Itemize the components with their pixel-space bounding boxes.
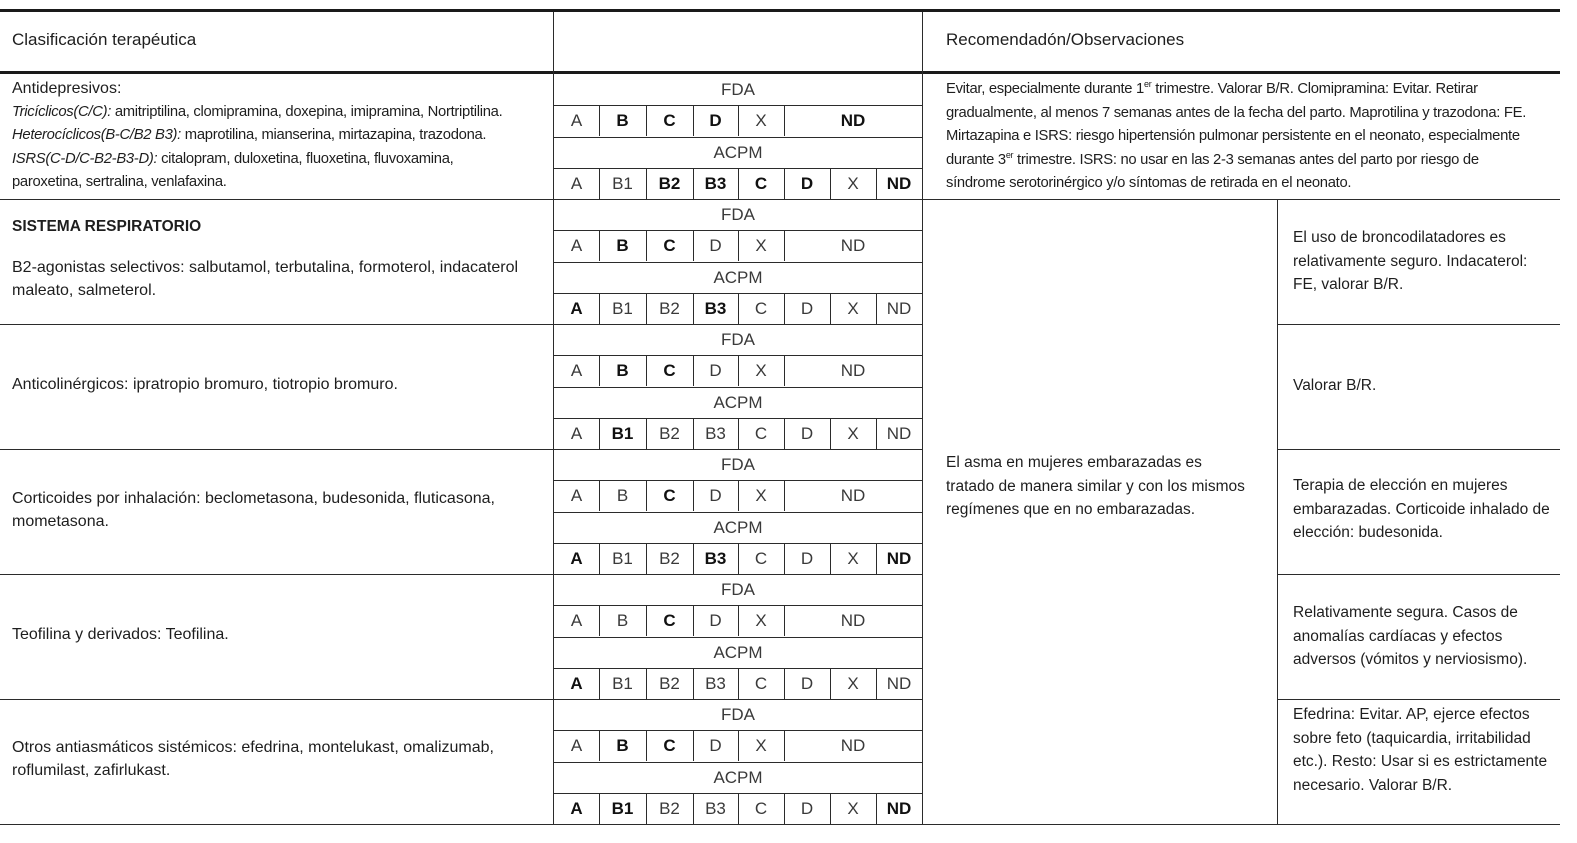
acpm-grade-b1: B1: [611, 424, 634, 443]
acpm-grade-c: C: [754, 299, 768, 318]
table-bottom-rule: [0, 824, 1560, 825]
acpm-grade-a: A: [570, 299, 583, 318]
acpm-label: ACPM: [713, 393, 763, 412]
header-classification: Clasificación terapéutica: [12, 30, 197, 49]
fda-label: FDA: [721, 80, 755, 99]
grid-line: [646, 168, 647, 199]
acpm-grade-c: C: [754, 174, 768, 193]
grid-line: [693, 105, 694, 136]
acpm-grade-a: A: [570, 424, 583, 443]
section-title: SISTEMA RESPIRATORIO: [12, 218, 202, 235]
grid-line: [784, 293, 785, 324]
fda-grade-nd: ND: [840, 611, 866, 630]
grid-line: [738, 230, 739, 261]
grid-line: [599, 293, 600, 324]
grid-line: [646, 480, 647, 511]
fda-grade-a: A: [570, 361, 583, 380]
acpm-grade-x: X: [847, 424, 859, 443]
acpm-grade-b2: B2: [658, 174, 681, 193]
grid-line: [693, 668, 694, 699]
drug-line: [12, 124, 542, 148]
grid-line: [693, 355, 694, 386]
grid-line: [830, 543, 831, 574]
antidepresivos-cell: [12, 78, 542, 195]
fda-grade-d: D: [709, 736, 722, 755]
acpm-grade-b1: B1: [612, 674, 633, 693]
acpm-grade-d: D: [800, 674, 814, 693]
acpm-grade-c: C: [754, 424, 768, 443]
acpm-label: ACPM: [713, 643, 763, 662]
grid-line: [738, 105, 739, 136]
recommendation-line: Mirtazapina e ISRS: riesgo hipertensión pulmonar persistente en el neonato, especialmente: [946, 128, 1520, 144]
grid-line: [784, 105, 785, 136]
acpm-grade-b3: B3: [704, 174, 727, 193]
grid-line: [646, 730, 647, 761]
recommendation-line: síndrome serotorinérgico y/o síntomas de retirada en el neonato.: [946, 175, 1352, 191]
note-corticoides: Terapia de elección en mujeres embarazadas. Corticoide inhalado de elección: budesonida.: [1293, 477, 1550, 541]
grid-line: [784, 605, 785, 636]
grid-line: [738, 355, 739, 386]
fda-grade-c: C: [663, 236, 676, 255]
fda-grade-d: D: [709, 486, 722, 505]
grid-line: [738, 480, 739, 511]
fda-grade-c: C: [663, 486, 676, 505]
otros-antiasmaticos-cell: Otros antiasmáticos sistémicos: efedrina, montelukast, omalizumab, roflumilast, zafirlukast.: [12, 739, 494, 779]
grid-line: [599, 418, 600, 449]
fda-grade-nd: ND: [840, 236, 866, 255]
grid-line: [693, 418, 694, 449]
acpm-grade-b1: B1: [612, 174, 633, 193]
acpm-grade-x: X: [847, 549, 859, 568]
grid-line: [693, 293, 694, 324]
acpm-grade-a: A: [570, 549, 583, 568]
grid-line: [693, 730, 694, 761]
acpm-grade-nd: ND: [886, 549, 912, 568]
grid-line: [646, 668, 647, 699]
fda-label: FDA: [721, 580, 755, 599]
recommendation-line: Evitar, especialmente durante 1er trimestre. Valorar B/R. Clomipramina: Evitar. Retirar: [946, 79, 1478, 97]
fda-grade-d: D: [709, 236, 722, 255]
grid-line: [599, 730, 600, 761]
grid-line: [599, 605, 600, 636]
grid-line: [599, 480, 600, 511]
acpm-grade-b2: B2: [659, 424, 680, 443]
acpm-label: ACPM: [713, 143, 763, 162]
sistema-respiratorio-title: [12, 216, 542, 239]
note-separator: [1277, 699, 1560, 700]
anticolinergicos-cell: Anticolinérgicos: ipratropio bromuro, tiotropio bromuro.: [12, 376, 398, 393]
group-title: Antidepresivos:: [12, 80, 122, 97]
grid-line: [876, 793, 877, 824]
fda-grade-a: A: [570, 236, 583, 255]
acpm-grade-a: A: [570, 174, 583, 193]
grid-line: [693, 605, 694, 636]
grid-line: [738, 168, 739, 199]
grid-line: [599, 230, 600, 261]
grid-line: [876, 668, 877, 699]
grid-line: [646, 293, 647, 324]
fda-label: FDA: [721, 455, 755, 474]
grid-line: [693, 543, 694, 574]
grid-line: [738, 293, 739, 324]
grid-line: [784, 543, 785, 574]
acpm-grade-d: D: [800, 174, 814, 193]
grid-line: [646, 605, 647, 636]
acpm-grade-d: D: [800, 549, 814, 568]
fda-grade-d: D: [709, 111, 722, 130]
fda-grade-x: X: [755, 611, 767, 630]
grid-line: [784, 793, 785, 824]
fda-grade-nd: ND: [840, 486, 866, 505]
grid-line: [599, 168, 600, 199]
drug-line-text: paroxetina, sertralina, venlafaxina.: [12, 174, 227, 190]
grid-line: [693, 168, 694, 199]
acpm-label: ACPM: [713, 518, 763, 537]
grid-line: [599, 355, 600, 386]
acpm-grade-c: C: [754, 799, 768, 818]
fda-grade-x: X: [755, 736, 767, 755]
grid-line: [738, 418, 739, 449]
note-otros-antiasmaticos: Efedrina: Evitar. AP, ejerce efectos sobre feto (taquicardia, irritabilidad etc.). Resto: Usar si es estrictamente necesario. Valorar B/R.: [1293, 706, 1548, 794]
note-b2-agonistas: El uso de broncodilatadores es relativamente seguro. Indacaterol: FE, valorar B/R.: [1293, 229, 1528, 293]
fda-grade-b: B: [616, 361, 629, 380]
acpm-grade-a: A: [570, 674, 583, 693]
grid-line: [738, 793, 739, 824]
fda-grade-x: X: [755, 361, 767, 380]
divider-col2: [922, 12, 923, 824]
grid-line: [784, 480, 785, 511]
divider-note-col: [1277, 199, 1278, 824]
drug-line: [12, 171, 542, 195]
fda-label: FDA: [721, 205, 755, 224]
antidepresivos-recommendation: [946, 78, 1558, 196]
fda-grade-x: X: [755, 486, 767, 505]
note-separator: [1277, 324, 1560, 325]
drug-line-label: Tricíclicos(C/C):: [12, 103, 112, 120]
note-anticolinergicos: Valorar B/R.: [1293, 377, 1377, 394]
acpm-grade-nd: ND: [886, 674, 912, 693]
fda-grade-a: A: [570, 736, 583, 755]
fda-grade-b: B: [616, 236, 629, 255]
fda-grade-c: C: [663, 361, 676, 380]
acpm-grade-x: X: [847, 674, 859, 693]
grid-line: [599, 668, 600, 699]
grid-line: [693, 793, 694, 824]
acpm-grade-b3: B3: [704, 299, 727, 318]
b2-agonistas-cell: B2-agonistas selectivos: salbutamol, terbutalina, formoterol, indacaterol maleato, salmeterol.: [12, 259, 519, 299]
fda-grade-d: D: [709, 361, 722, 380]
drug-line: [12, 101, 542, 125]
fda-grade-nd: ND: [840, 111, 866, 130]
acpm-grade-b3: B3: [705, 424, 726, 443]
grid-line: [784, 230, 785, 261]
acpm-grade-nd: ND: [886, 299, 912, 318]
fda-grade-a: A: [570, 611, 583, 630]
fda-grade-x: X: [755, 111, 767, 130]
grid-line: [784, 668, 785, 699]
acpm-grade-c: C: [754, 674, 768, 693]
drug-line-label: Heterocíclicos(B-C/B2 B3):: [12, 127, 181, 143]
acpm-grade-b1: B1: [612, 549, 633, 568]
note-separator: [1277, 449, 1560, 450]
acpm-grade-d: D: [800, 424, 814, 443]
header-recommendation: Recomendadón/Observaciones: [946, 30, 1185, 49]
note-separator: [1277, 574, 1560, 575]
grid-line: [646, 418, 647, 449]
grid-line: [738, 668, 739, 699]
fda-grade-a: A: [570, 486, 583, 505]
acpm-grade-b3: B3: [705, 799, 726, 818]
grid-line: [830, 793, 831, 824]
drug-line-text: citalopram, duloxetina, fluoxetina, fluvoxamina,: [157, 150, 454, 167]
acpm-grade-b2: B2: [659, 674, 680, 693]
fda-grade-b: B: [616, 611, 629, 630]
grid-line: [830, 418, 831, 449]
grid-line: [646, 793, 647, 824]
grid-line: [646, 543, 647, 574]
recommendation-line: durante 3er trimestre. ISRS: no usar en las 2-3 semanas antes del parto por riesgo de: [946, 149, 1479, 168]
acpm-grade-b1: B1: [611, 799, 634, 818]
respiratory-general-note: El asma en mujeres embarazadas es tratado de manera similar y con los mismos regímenes que en no embarazadas.: [946, 454, 1245, 518]
grid-line: [693, 480, 694, 511]
fda-grade-c: C: [663, 736, 676, 755]
grid-line: [738, 543, 739, 574]
fda-grade-nd: ND: [840, 736, 866, 755]
fda-grade-b: B: [616, 486, 629, 505]
teofilina-cell: Teofilina y derivados: Teofilina.: [12, 626, 229, 643]
acpm-label: ACPM: [713, 768, 763, 787]
acpm-grade-d: D: [800, 799, 814, 818]
fda-grade-d: D: [709, 611, 722, 630]
acpm-grade-x: X: [847, 799, 859, 818]
acpm-grade-b3: B3: [704, 549, 727, 568]
grid-line: [876, 418, 877, 449]
drug-line-label: ISRS(C-D/C-B2-B3-D):: [12, 150, 158, 167]
drug-line-text: amitriptilina, clomipramina, doxepina, imipramina, Nortriptilina.: [111, 103, 503, 120]
grid-line: [784, 168, 785, 199]
corticoides-cell: Corticoides por inhalación: beclometasona, budesonida, fluticasona, mometasona.: [12, 490, 495, 530]
table-top-rule: [0, 9, 1560, 12]
grid-line: [693, 230, 694, 261]
fda-label: FDA: [721, 705, 755, 724]
grid-line: [646, 105, 647, 136]
grid-line: [738, 605, 739, 636]
acpm-grade-nd: ND: [886, 174, 912, 193]
acpm-grade-d: D: [800, 299, 814, 318]
acpm-grade-x: X: [847, 299, 859, 318]
fda-grade-c: C: [663, 611, 676, 630]
fda-grade-b: B: [616, 736, 629, 755]
fda-grade-nd: ND: [840, 361, 866, 380]
acpm-grade-a: A: [570, 799, 583, 818]
acpm-grade-b2: B2: [659, 299, 680, 318]
grid-line: [876, 543, 877, 574]
grid-line: [830, 168, 831, 199]
fda-grade-a: A: [570, 111, 583, 130]
acpm-grade-b2: B2: [659, 799, 680, 818]
grid-line: [738, 730, 739, 761]
grid-line: [830, 668, 831, 699]
grid-line: [599, 543, 600, 574]
grid-line: [599, 793, 600, 824]
acpm-label: ACPM: [713, 268, 763, 287]
grid-line: [599, 105, 600, 136]
fda-label: FDA: [721, 330, 755, 349]
grid-line: [646, 230, 647, 261]
fda-grade-b: B: [616, 111, 629, 130]
acpm-grade-c: C: [754, 549, 768, 568]
recommendation-line: gradualmente, al menos 7 semanas antes de la fecha del parto. Maprotilina y trazodona: FE.: [946, 104, 1527, 121]
grid-line: [784, 418, 785, 449]
acpm-grade-x: X: [847, 174, 859, 193]
grid-line: [830, 293, 831, 324]
acpm-grade-b3: B3: [705, 674, 726, 693]
grid-line: [646, 355, 647, 386]
drug-line: [12, 148, 542, 172]
note-teofilina: Relativamente segura. Casos de anomalías cardíacas y efectos adversos (vómitos y nerviosismo).: [1293, 604, 1528, 668]
grid-line: [784, 730, 785, 761]
acpm-grade-nd: ND: [886, 799, 912, 818]
fda-grade-x: X: [755, 236, 767, 255]
acpm-grade-nd: ND: [886, 424, 912, 443]
acpm-grade-b1: B1: [612, 299, 633, 318]
fda-grade-c: C: [663, 111, 676, 130]
drug-line-text: maprotilina, mianserina, mirtazapina, trazodona.: [181, 127, 487, 143]
grid-line: [784, 355, 785, 386]
acpm-grade-b2: B2: [659, 549, 680, 568]
grid-line: [876, 168, 877, 199]
grid-line: [876, 293, 877, 324]
